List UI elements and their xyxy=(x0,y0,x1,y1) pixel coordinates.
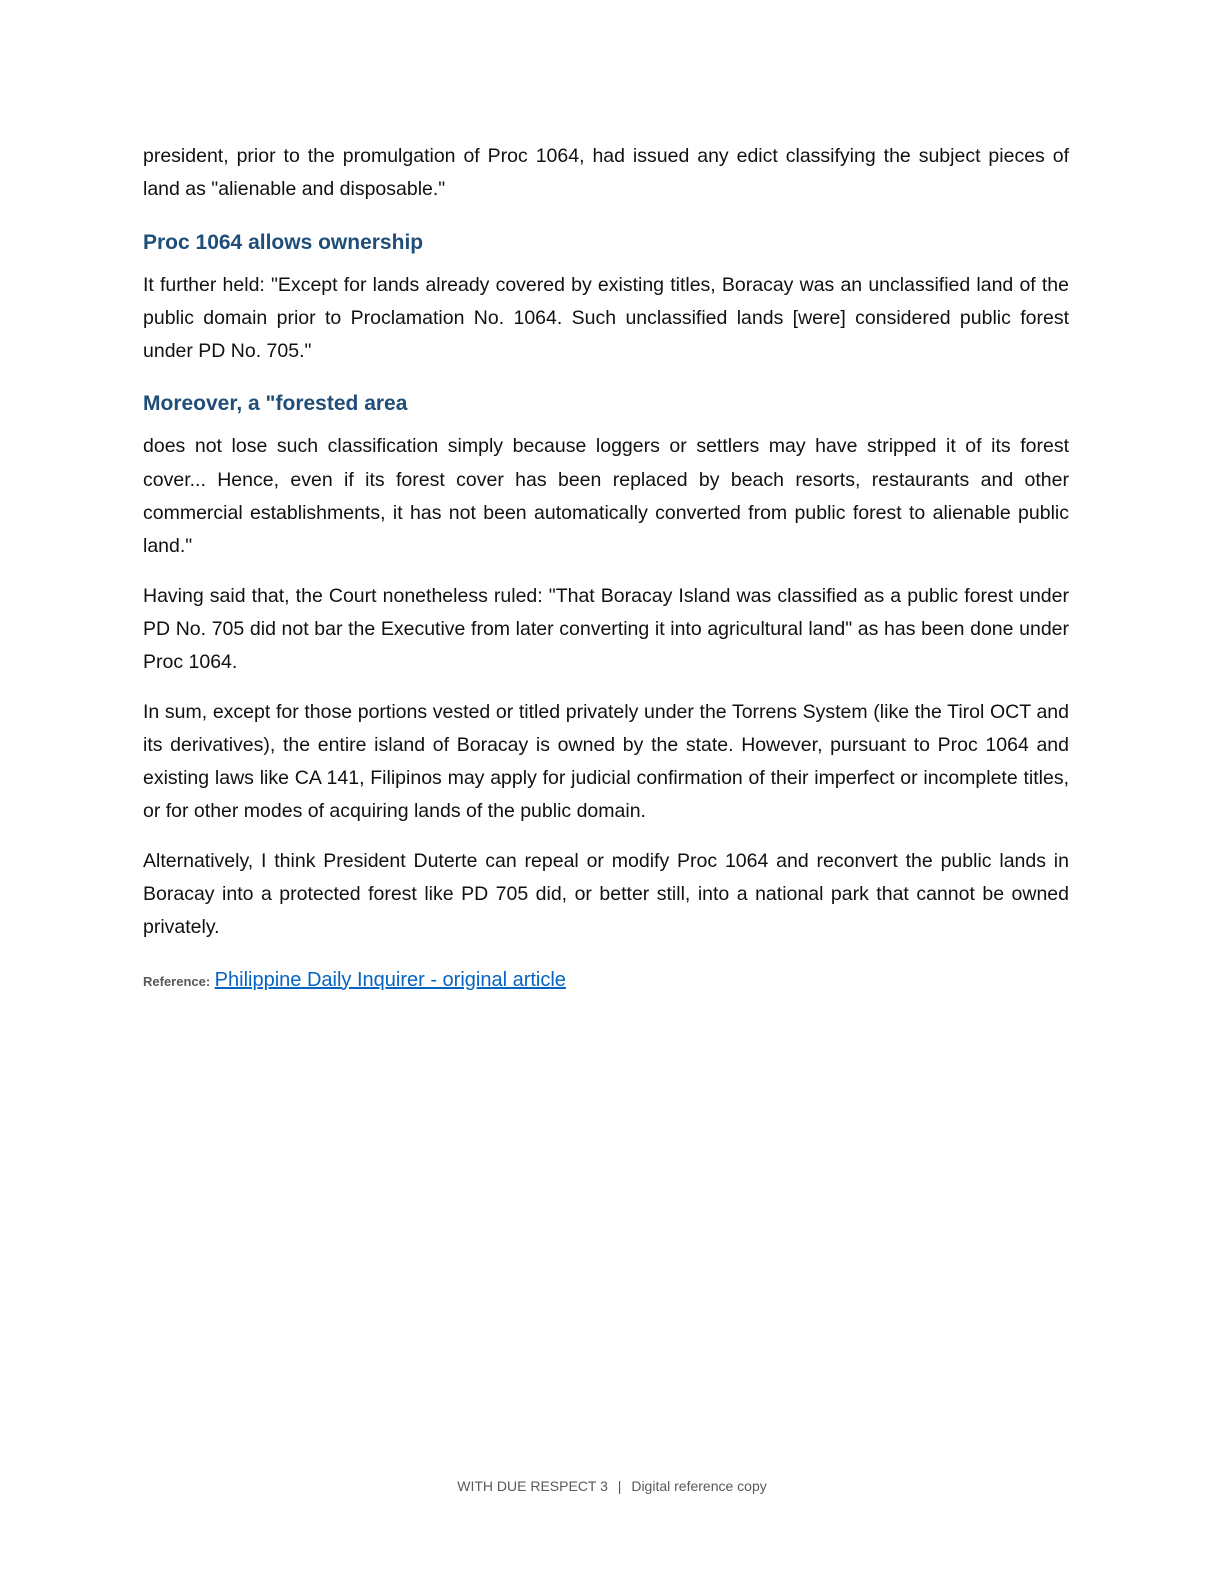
paragraph: In sum, except for those portions vested or titled privately under the Torrens System (like the Tirol OCT and its derivatives), the entire island of Boracay is owned by the state. However, pursuant to Proc 1064 and existing laws like CA 141, Filipinos may apply for judicial confirmation of their imperfect or incomplete titles, or for other modes of acquiring lands of the public domain. xyxy=(143,700,1069,823)
paragraph: does not lose such classification simply because loggers or settlers may have stripped it of its forest cover... Hence, even if its forest cover has been replaced by beach resorts, restaurants and other commercial establishments, it has not been automatically converted from public forest to alienable public land." xyxy=(143,435,1069,558)
paragraph: president, prior to the promulgation of Proc 1064, had issued any edict classifying the subject pieces of land as "alienable and disposable." xyxy=(143,145,1069,201)
paragraph: Having said that, the Court nonetheless ruled: "That Boracay Island was classified as a public forest under PD No. 705 did not bar the Executive from later converting it into agricultural land" as has been done under Proc 1064. xyxy=(143,584,1069,674)
paragraph: Alternatively, I think President Duterte can repeal or modify Proc 1064 and reconvert the public lands in Boracay into a protected forest like PD 705 did, or better still, into a national park that cannot be owned privately. xyxy=(143,849,1069,939)
footer-copy-label: Digital reference copy xyxy=(631,1478,767,1494)
footer-page-label: WITH DUE RESPECT 3 xyxy=(457,1478,608,1494)
page-footer xyxy=(0,1478,1224,1494)
section-heading: Moreover, a "forested area xyxy=(143,392,408,416)
document-body xyxy=(143,140,1069,997)
footer-separator: | xyxy=(617,1478,622,1494)
reference-label: Reference: xyxy=(143,973,211,989)
section-heading: Proc 1064 allows ownership xyxy=(143,230,424,254)
paragraph: It further held: "Except for lands already covered by existing titles, Boracay was an unclassified land of the public domain prior to Proclamation No. 1064. Such unclassified lands [were] considered public forest under PD No. 705." xyxy=(143,273,1069,363)
reference-line xyxy=(143,965,1069,997)
reference-link[interactable]: Philippine Daily Inquirer - original article xyxy=(214,968,566,991)
